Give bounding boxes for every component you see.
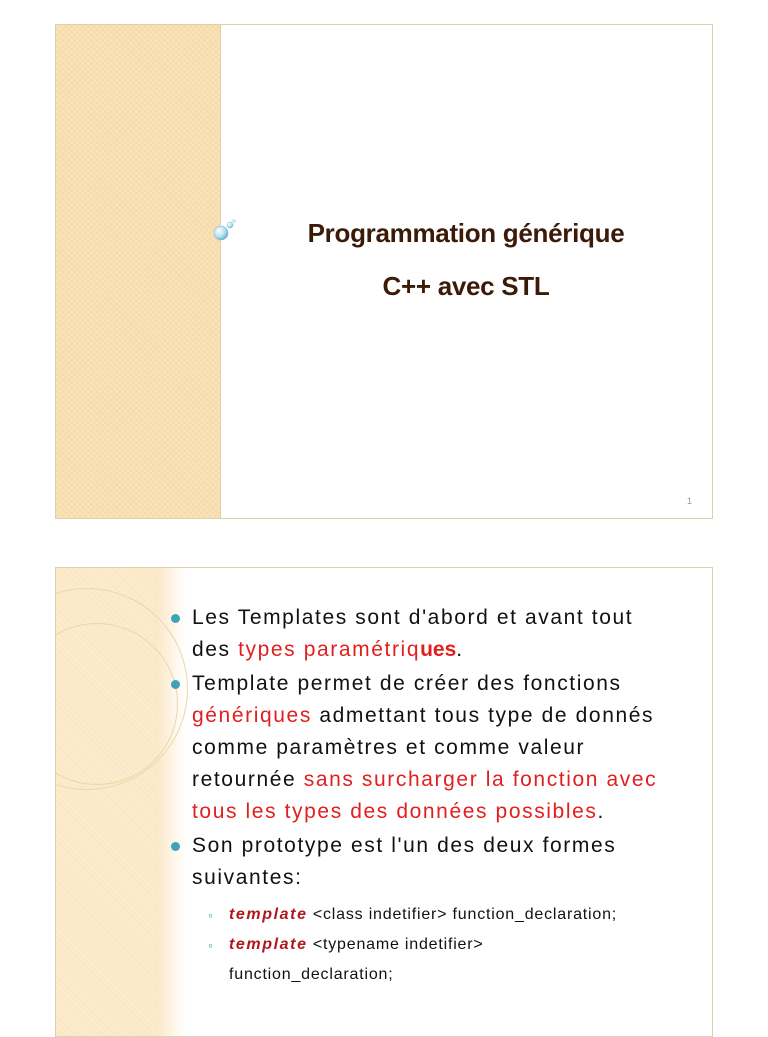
- text-span: .: [456, 638, 464, 661]
- highlight-text: tous les types des données possibles: [192, 800, 598, 823]
- keyword-text: template: [229, 936, 308, 953]
- text-line: Template permet de créer des fonctions: [192, 672, 622, 695]
- slide-title: Programmation générique: [307, 218, 625, 248]
- text-span: <typename indetifier>: [307, 936, 484, 953]
- highlight-text-bold: ues: [420, 638, 457, 661]
- highlight-text: génériques: [192, 704, 312, 727]
- text-span: retournée: [192, 768, 304, 791]
- list-item: [171, 602, 711, 666]
- keyword-text: template: [229, 906, 308, 923]
- bullet-dot-icon: [171, 842, 180, 851]
- slide-2: [55, 567, 713, 1037]
- sub-list-item: [208, 900, 711, 930]
- highlight-text: sans surcharger la fonction avec: [303, 768, 658, 791]
- text-span: des: [192, 638, 239, 661]
- page-number: 1: [686, 496, 692, 506]
- text-line: [192, 700, 711, 732]
- text-line: Les Templates sont d'abord et avant tout: [192, 606, 634, 629]
- highlight-text: types paramétriq: [238, 638, 421, 661]
- text-span: <class indetifier> function_declaration;: [307, 906, 618, 923]
- list-item: [171, 830, 711, 990]
- text-line: function_declaration;: [229, 966, 394, 983]
- list-item: [171, 668, 711, 828]
- text-line: Son prototype est l'un des deux formes: [192, 834, 617, 857]
- decorative-band: [56, 25, 221, 518]
- text-line: [192, 634, 711, 666]
- slide-content: [171, 602, 711, 992]
- text-line: [192, 764, 711, 796]
- bullet-dot-icon: [171, 614, 180, 623]
- text-line: suivantes:: [192, 866, 303, 889]
- text-span: admettant tous type de donnés: [311, 704, 655, 727]
- slide-1: [55, 24, 713, 519]
- text-line: comme paramètres et comme valeur: [192, 736, 586, 759]
- sub-list: [208, 900, 711, 990]
- bullet-dot-icon: [171, 680, 180, 689]
- text-line: [192, 796, 711, 828]
- sub-bullet-circle-icon: ◦: [208, 907, 214, 923]
- text-span: .: [597, 800, 605, 823]
- sub-list-item: [208, 930, 711, 990]
- sub-bullet-circle-icon: ◦: [208, 937, 214, 953]
- slide-subtitle: C++ avec STL: [382, 271, 550, 301]
